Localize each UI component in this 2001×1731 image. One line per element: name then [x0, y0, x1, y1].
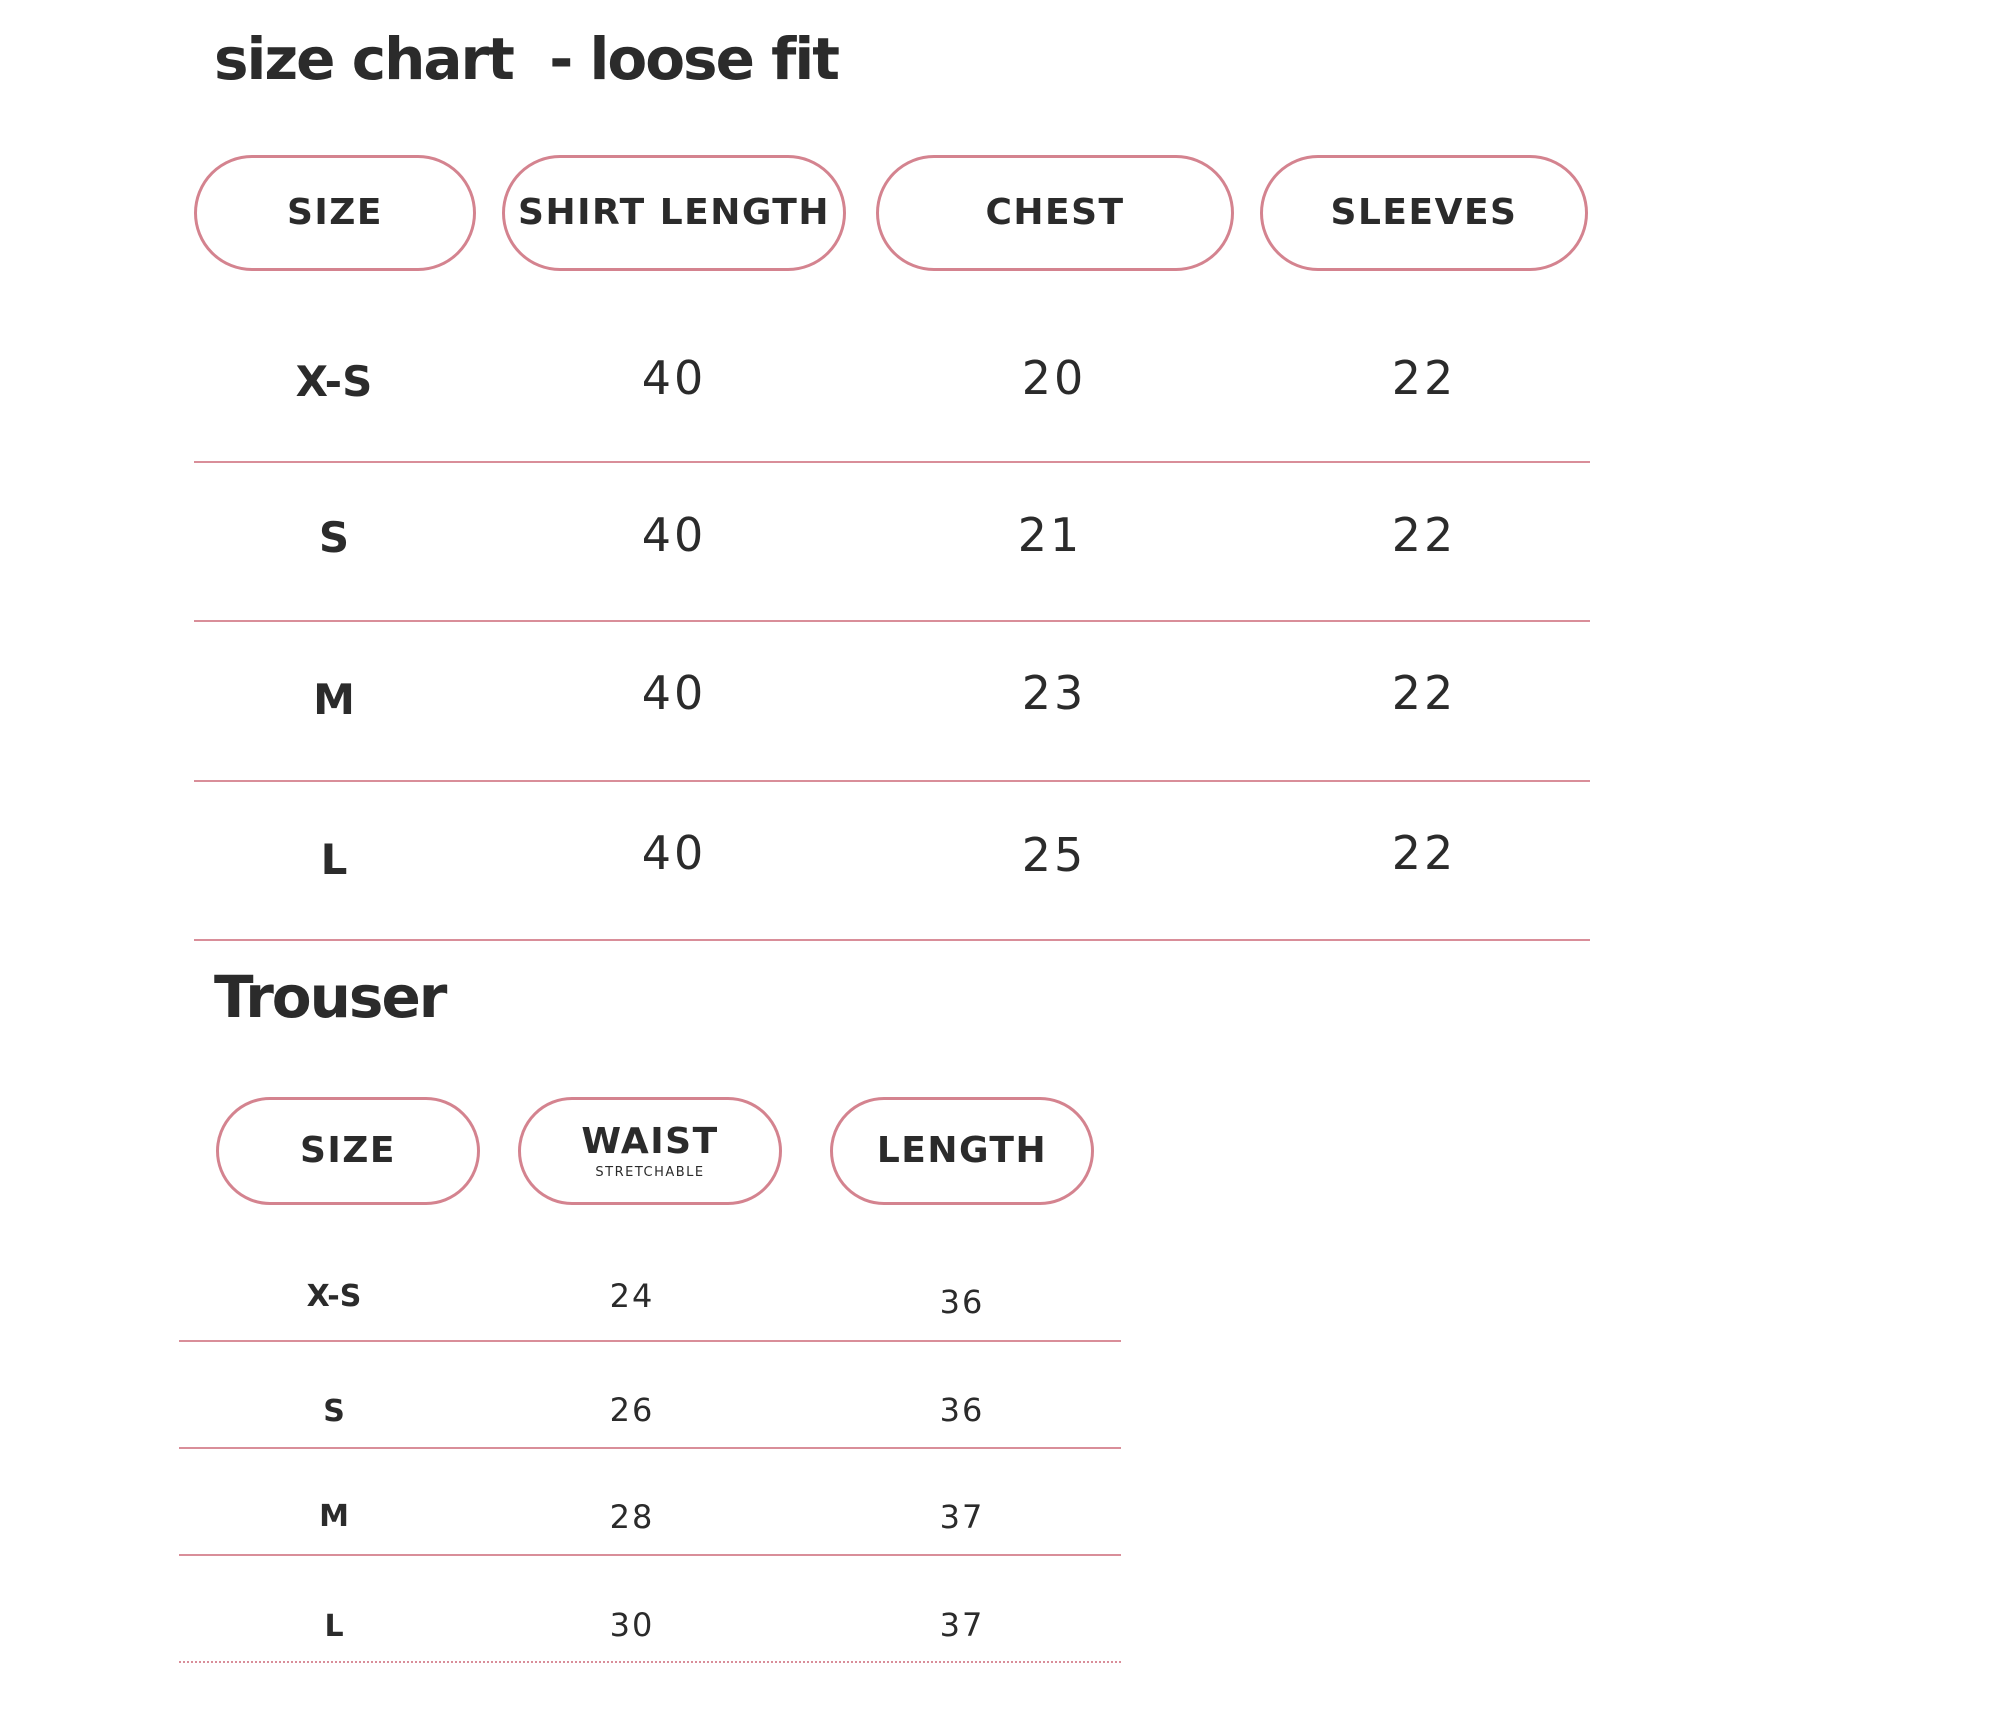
trouser-row-waist: 30 — [609, 1606, 655, 1644]
shirt-row-chest: 25 — [1021, 828, 1087, 882]
trouser-row-divider — [179, 1661, 1121, 1663]
shirt-row-size: X-S — [295, 357, 373, 406]
shirt-row-length: 40 — [641, 508, 707, 562]
trouser-row-length: 36 — [939, 1391, 985, 1429]
shirt-row-sleeves: 22 — [1391, 351, 1457, 405]
shirt-row-divider — [194, 939, 1590, 941]
trouser-row-waist: 24 — [609, 1277, 655, 1315]
trouser-row-size: L — [324, 1609, 344, 1644]
shirt-header-length-label: SHIRT LENGTH — [518, 192, 830, 233]
shirt-row-sleeves: 22 — [1391, 666, 1457, 720]
trouser-header-waist — [518, 1097, 782, 1205]
shirt-row-length: 40 — [641, 351, 707, 405]
shirt-row-chest: 21 — [1017, 508, 1083, 562]
trouser-row-size: M — [319, 1499, 349, 1534]
trouser-row-length: 36 — [939, 1283, 985, 1321]
trouser-header-size-label: SIZE — [299, 1130, 397, 1171]
shirt-row-sleeves: 22 — [1391, 508, 1457, 562]
shirt-row-size: S — [318, 513, 350, 562]
shirt-row-divider — [194, 461, 1590, 463]
trouser-header-size — [216, 1097, 480, 1205]
shirt-header-sleeves-label: SLEEVES — [1330, 192, 1518, 233]
shirt-row-sleeves: 22 — [1391, 826, 1457, 880]
trouser-size-chart-title: Trouser — [214, 963, 446, 1031]
trouser-row-divider — [179, 1554, 1121, 1556]
shirt-row-chest: 20 — [1021, 351, 1087, 405]
trouser-row-length: 37 — [939, 1606, 985, 1644]
shirt-row-chest: 23 — [1021, 666, 1087, 720]
shirt-row-divider — [194, 620, 1590, 622]
trouser-row-size: S — [323, 1394, 345, 1429]
shirt-header-sleeves — [1260, 155, 1588, 271]
shirt-size-chart-title: size chart - loose fit — [214, 25, 838, 93]
shirt-row-divider — [194, 780, 1590, 782]
trouser-header-waist-label: WAIST — [581, 1120, 719, 1162]
shirt-header-chest — [876, 155, 1234, 271]
shirt-row-size: L — [320, 835, 348, 884]
shirt-header-size — [194, 155, 476, 271]
shirt-header-length — [502, 155, 846, 271]
shirt-row-length: 40 — [641, 666, 707, 720]
shirt-header-size-label: SIZE — [286, 192, 384, 233]
trouser-row-divider — [179, 1340, 1121, 1342]
trouser-header-length-label: LENGTH — [876, 1130, 1048, 1171]
trouser-header-length — [830, 1097, 1094, 1205]
shirt-row-size: M — [313, 675, 355, 724]
trouser-row-divider — [179, 1447, 1121, 1449]
trouser-row-waist: 28 — [609, 1498, 655, 1536]
trouser-row-size: X-S — [306, 1279, 362, 1314]
trouser-header-waist-note: STRETCHABLE — [595, 1164, 705, 1180]
shirt-header-chest-label: CHEST — [985, 192, 1125, 233]
trouser-row-waist: 26 — [609, 1391, 655, 1429]
trouser-row-length: 37 — [939, 1498, 985, 1536]
shirt-row-length: 40 — [641, 826, 707, 880]
